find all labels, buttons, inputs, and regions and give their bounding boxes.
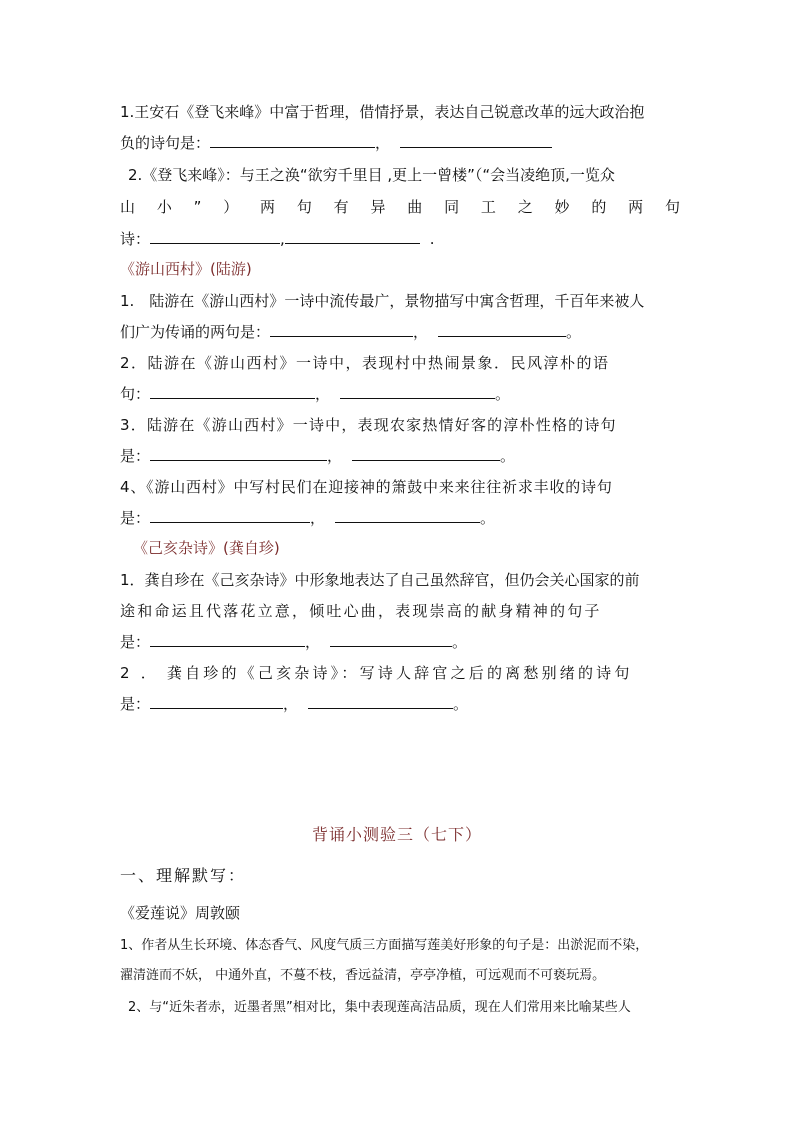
separator: ， <box>305 633 321 651</box>
period: 。 <box>453 695 469 713</box>
period: 。 <box>480 509 496 527</box>
alsh-question-1-line-1: 1、作者从生长环境、体态香气、风度气质三方面描写莲美好形象的句子是：出淤泥而不染， <box>120 938 649 953</box>
answer-blank[interactable] <box>330 632 452 647</box>
spaced-char: 两 <box>628 198 644 216</box>
question-2-prefix: 诗： <box>120 230 151 248</box>
prefix: 是： <box>120 509 151 527</box>
section-heading-youshanxicun: 《游山西村》(陆游) <box>120 260 252 278</box>
period: . <box>429 230 435 248</box>
separator: , <box>280 230 285 248</box>
answer-blank[interactable] <box>270 322 413 337</box>
answer-blank[interactable] <box>150 446 327 461</box>
page-title: 背诵小测验三（七下） <box>311 825 482 844</box>
prefix: 句： <box>120 385 151 403</box>
question-2-line-3 <box>120 229 680 249</box>
spaced-char: 之 <box>517 198 533 216</box>
prefix: 是： <box>120 447 151 465</box>
separator: ， <box>327 447 343 465</box>
part-heading: 一、理解默写： <box>120 866 247 885</box>
spaced-char: 句 <box>296 198 312 216</box>
question-1-line-2 <box>120 133 680 153</box>
ysxc-question-2-line-2 <box>120 384 680 404</box>
prefix: 是： <box>120 633 151 651</box>
separator: ， <box>283 695 299 713</box>
separator: ， <box>413 323 429 341</box>
answer-blank[interactable] <box>335 508 480 523</box>
jhzs-question-1-line-1: 1．龚自珍在《己亥杂诗》中形象地表达了自己虽然辞官，但仍会关心国家的前 <box>120 571 640 589</box>
ysxc-question-4-line-1: 4、《游山西村》中写村民们在迎接神的箫鼓中来来往往祈求丰收的诗句 <box>120 478 613 496</box>
separator: ， <box>315 385 331 403</box>
prefix: 们广为传诵的两句是： <box>120 323 271 341</box>
spaced-char: ） <box>223 198 239 216</box>
spaced-char: 句 <box>664 198 680 216</box>
spaced-char: 同 <box>444 198 460 216</box>
spaced-char: 工 <box>480 198 496 216</box>
jhzs-question-2-line-1: 2 ． 龚自珍的《己亥杂诗》：写诗人辞官之后的离愁别绪的诗句 <box>120 664 633 682</box>
ysxc-question-2-line-1: 2．陆游在《游山西村》一诗中，表现村中热闹景象．民风淳朴的语 <box>120 354 610 372</box>
ysxc-question-4-line-2 <box>120 508 680 528</box>
separator: ， <box>310 509 326 527</box>
spaced-char: 曲 <box>407 198 423 216</box>
period: 。 <box>495 385 511 403</box>
question-2-line-2 <box>120 197 680 217</box>
answer-blank[interactable] <box>308 694 453 709</box>
ysxc-question-1-line-1: 1. 陆游在《游山西村》一诗中流传最广，景物描写中寓含哲理，千百年来被人 <box>120 292 645 310</box>
spaced-char: 山 <box>120 198 136 216</box>
answer-blank[interactable] <box>438 322 566 337</box>
spaced-char: 小 <box>156 198 172 216</box>
jhzs-question-1-line-3 <box>120 632 680 652</box>
period: 。 <box>566 323 582 341</box>
question-1-line-1: 1.王安石《登飞来峰》中富于哲理，借情抒景，表达自己锐意改革的远大政治抱 <box>120 103 645 121</box>
spaced-char: 异 <box>370 198 386 216</box>
question-2-line-1: 2.《登飞来峰》：与王之涣“欲穷千里目 ,更上一曾楼”（“会当凌绝顶,一览众 <box>128 166 615 184</box>
alsh-question-2-line-1: 2、与“近朱者赤，近墨者黑”相对比，集中表现莲高洁品质，现在人们常用来比喻某些人 <box>128 1000 631 1015</box>
answer-blank[interactable] <box>352 446 500 461</box>
answer-blank[interactable] <box>285 229 420 244</box>
answer-blank[interactable] <box>150 632 305 647</box>
period: 。 <box>452 633 468 651</box>
spaced-char: 有 <box>333 198 349 216</box>
answer-blank[interactable] <box>150 384 315 399</box>
answer-blank[interactable] <box>340 384 495 399</box>
answer-blank[interactable] <box>210 133 375 148</box>
spaced-char: ” <box>193 198 202 216</box>
section-heading-jihaizashi: 《己亥杂诗》(龚自珍) <box>133 539 280 557</box>
prefix: 是： <box>120 695 151 713</box>
ysxc-question-1-line-2 <box>120 322 680 342</box>
jhzs-question-2-line-2 <box>120 694 680 714</box>
question-1-prefix: 负的诗句是： <box>120 134 211 152</box>
ysxc-question-3-line-2 <box>120 446 680 466</box>
ysxc-question-3-line-1: 3．陆游在《游山西村》一诗中，表现农家热情好客的淳朴性格的诗句 <box>120 416 617 434</box>
spaced-char: 两 <box>260 198 276 216</box>
poem-heading: 《爱莲说》周敦颐 <box>120 904 241 922</box>
period: 。 <box>500 447 516 465</box>
jhzs-question-1-line-2: 途和命运且代落花立意，倾吐心曲，表现崇高的献身精神的句子 <box>120 602 602 620</box>
answer-blank[interactable] <box>150 694 283 709</box>
answer-blank[interactable] <box>150 229 280 244</box>
alsh-question-1-line-2: 濯清涟而不妖， 中通外直，不蔓不枝，香远益清，亭亭净植，可远观而不可亵玩焉。 <box>120 968 606 983</box>
answer-blank[interactable] <box>400 133 552 148</box>
spaced-char: 妙 <box>554 198 570 216</box>
separator: ， <box>375 134 391 152</box>
spaced-char: 的 <box>591 198 607 216</box>
answer-blank[interactable] <box>150 508 310 523</box>
